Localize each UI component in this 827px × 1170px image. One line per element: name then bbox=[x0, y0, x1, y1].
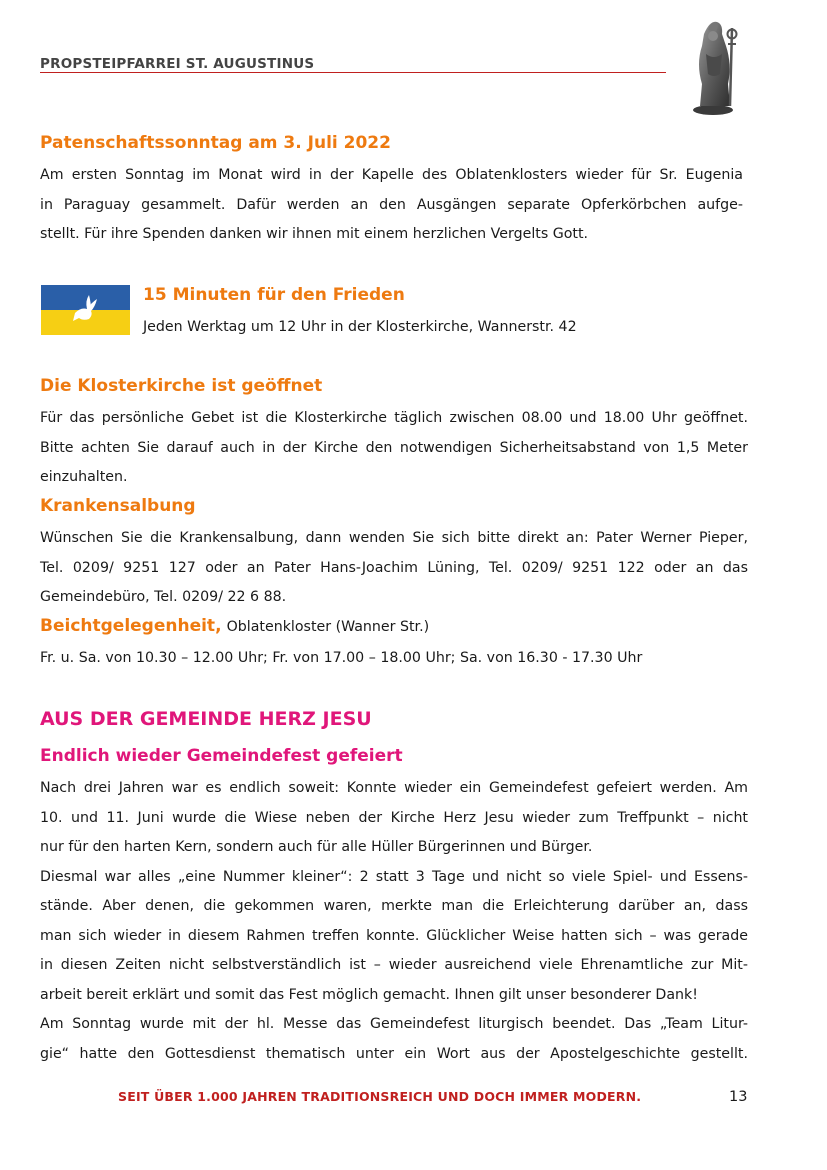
footer-slogan: SEIT ÜBER 1.000 JAHREN TRADITIONSREICH UND DOCH IMMER MODERN. bbox=[118, 1089, 642, 1104]
text-line: einzuhalten. bbox=[40, 469, 128, 485]
section-heading-herzjesu: AUS DER GEMEINDE HERZ JESU bbox=[40, 708, 372, 730]
text-line: Bitte achten Sie darauf auch in der Kirche den notwendigen Sicherheitsabstand von 1,5 Meter bbox=[40, 439, 748, 456]
text-line: stände. Aber denen, die gekommen waren, merkte man die Erleichterung darüber an, dass bbox=[40, 898, 748, 914]
text-line: stellt. Für ihre Spenden danken wir ihnen mit einem herzlichen Vergelts Gott. bbox=[40, 226, 589, 242]
section-title-klosterkirche: Die Klosterkirche ist geöffnet bbox=[40, 376, 323, 396]
section-title-patenschaft: Patenschaftssonntag am 3. Juli 2022 bbox=[40, 133, 391, 153]
text-line: 10. und 11. Juni wurde die Wiese neben der Kirche Herz Jesu wieder zum Treffpunkt – nicht bbox=[40, 809, 748, 826]
ukraine-flag-dove-icon bbox=[41, 285, 130, 335]
header-divider bbox=[40, 72, 666, 73]
text-line: Gemeindebüro, Tel. 0209/ 22 6 88. bbox=[40, 589, 287, 605]
section-title-frieden: 15 Minuten für den Frieden bbox=[143, 285, 405, 305]
text-line: Tel. 0209/ 9251 127 oder an Pater Hans-Joachim Lüning, Tel. 0209/ 9251 122 oder an das bbox=[40, 559, 748, 576]
text-line: Am Sonntag wurde mit der hl. Messe das Gemeindefest liturgisch beendet. Das „Team Litur- bbox=[40, 1016, 748, 1032]
paragraph-krankensalbung bbox=[40, 524, 748, 613]
section-title-beichte: Beichtgelegenheit, bbox=[40, 616, 222, 636]
text-line: man sich wieder in diesem Rahmen treffen konnte. Glücklicher Weise hatten sich – was gerade bbox=[40, 927, 748, 944]
section-subtitle-beichte: Oblatenkloster (Wanner Str.) bbox=[226, 619, 430, 635]
paragraph-patenschaft bbox=[40, 161, 743, 250]
text-line: Am ersten Sonntag im Monat wird in der Kapelle des Oblatenklosters wieder für Sr. Eugenia bbox=[40, 167, 743, 183]
section-title-row-beichte bbox=[40, 616, 429, 636]
saint-statue-icon bbox=[690, 14, 742, 116]
text-line: Wünschen Sie die Krankensalbung, dann wenden Sie sich bitte direkt an: Pater Werner Pieper, bbox=[40, 530, 748, 546]
paragraph-beichte: Fr. u. Sa. von 10.30 – 12.00 Uhr; Fr. von 17.00 – 18.00 Uhr; Sa. von 16.30 - 17.30 Uhr bbox=[40, 650, 643, 666]
page-number: 13 bbox=[729, 1089, 748, 1105]
section-title-gemeindefest: Endlich wieder Gemeindefest gefeiert bbox=[40, 746, 403, 766]
paragraph-klosterkirche bbox=[40, 404, 748, 493]
paragraph-frieden: Jeden Werktag um 12 Uhr in der Klosterkirche, Wannerstr. 42 bbox=[143, 319, 577, 335]
section-title-krankensalbung: Krankensalbung bbox=[40, 496, 196, 516]
text-line: in diesen Zeiten nicht selbstverständlich ist – wieder ausreichend viele Ehrenamtliche zur Mit- bbox=[40, 957, 748, 973]
paragraph-gemeindefest bbox=[40, 774, 748, 1069]
text-line: gie“ hatte den Gottesdienst thematisch unter ein Wort aus der Apostelgeschichte gestellt. bbox=[40, 1045, 748, 1062]
text-line: nur für den harten Kern, sondern auch für alle Hüller Bürgerinnen und Bürger. bbox=[40, 839, 593, 855]
text-line: in Paraguay gesammelt. Dafür werden an den Ausgängen separate Opferkörbchen aufge- bbox=[40, 196, 743, 213]
text-line: Nach drei Jahren war es endlich soweit: Konnte wieder ein Gemeindefest gefeiert werden. Am bbox=[40, 780, 748, 796]
text-line: Für das persönliche Gebet ist die Klosterkirche täglich zwischen 08.00 und 18.00 Uhr geöffnet. bbox=[40, 410, 748, 426]
text-line: arbeit bereit erklärt und somit das Fest möglich gemacht. Ihnen gilt unser besonderer Dank! bbox=[40, 986, 698, 1003]
text-line: Diesmal war alles „eine Nummer kleiner“: 2 statt 3 Tage und nicht so viele Spiel- und Essens- bbox=[40, 868, 748, 885]
header-title: PROPSTEIPFARREI ST. AUGUSTINUS bbox=[40, 56, 315, 72]
